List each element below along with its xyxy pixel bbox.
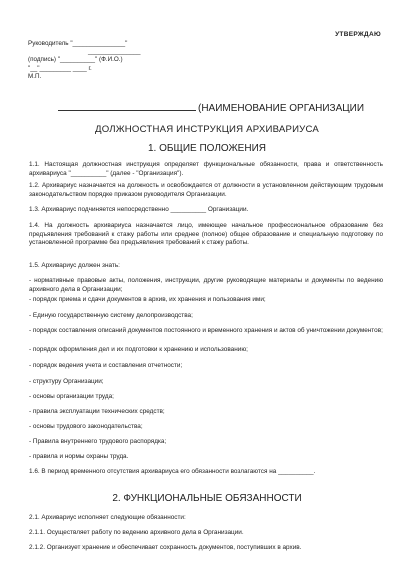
approve-stamp-label: УТВЕРЖДАЮ xyxy=(335,31,381,38)
signature-fio-line: (подпись) "__________" (Ф.И.О.) xyxy=(28,56,123,63)
knowledge-item: - Правила внутреннего трудового распорядка; xyxy=(29,438,167,445)
knowledge-item: - порядок составления описаний документов постоянного и временного хранения и актов об уничтожении документов; xyxy=(29,327,383,334)
paragraph-1-3: 1.3. Архивариус подчиняется непосредственно __________ Организации. xyxy=(29,206,249,213)
paragraph-1-2: 1.2. Архивариус назначается на должность и освобождается от должности в установленном действующим трудовым законодательством порядке приказом руководителя Организации. xyxy=(29,182,383,198)
paragraph-2-1-1: 2.1.1. Осуществляет работу по ведению архивного дела в Организации. xyxy=(29,529,244,536)
section-functions-title: 2. ФУНКЦИОНАЛЬНЫЕ ОБЯЗАННОСТИ xyxy=(112,493,302,504)
organization-name-line xyxy=(58,101,364,114)
head-signature-line: Руководитель "_______________" xyxy=(28,40,128,47)
organization-name-blank xyxy=(58,101,196,111)
paragraph-2-1-2: 2.1.2. Организует хранение и обеспечивает сохранность документов, поступивших в архив. xyxy=(29,544,302,551)
paragraph-1-4: 1.4. На должность архивариуса назначается лицо, имеющее начальное профессиональное образование без предъявления требований к стажу работы или среднее (полное) общее образование и специальную подготовку по установленной программе без предъявления требований к стажу работы. xyxy=(29,222,383,247)
paragraph-2-1: 2.1. Архивариус исполняет следующие обязанности: xyxy=(29,514,186,521)
paragraph-1-1: 1.1. Настоящая должностная инструкция определяет функциональные обязанности, права и ответственность архивариуса "__________" (далее - "Организация"). xyxy=(29,161,383,177)
knowledge-item: - правила эксплуатации технических средств; xyxy=(29,408,165,415)
knowledge-item: - порядок ведения учета и составления отчетности; xyxy=(29,362,183,369)
section-general-title: 1. ОБЩИЕ ПОЛОЖЕНИЯ xyxy=(148,143,266,154)
knowledge-item: - правила и нормы охраны труда. xyxy=(29,453,129,460)
paragraph-1-5: 1.5. Архивариус должен знать: xyxy=(29,262,120,269)
knowledge-item: - структуру Организации; xyxy=(29,378,104,385)
knowledge-item: - основы трудового законодательства; xyxy=(29,423,143,430)
paragraph-1-6: 1.6. В период временного отсутствия архивариуса его обязанности возлагаются на __________. xyxy=(29,468,316,475)
organization-name-label: (НАИМЕНОВАНИЕ ОРГАНИЗАЦИИ xyxy=(198,103,365,114)
date-line: "__"_________ ____ г. xyxy=(28,65,92,72)
knowledge-item: - основы организации труда; xyxy=(29,393,114,400)
head-blank-line: _______________ xyxy=(88,48,141,55)
stamp-place-label: М.П. xyxy=(28,73,42,80)
knowledge-item: - порядок приема и сдачи документов в архив, их хранения и пользования ими; xyxy=(29,296,266,303)
knowledge-item: - Единую государственную систему делопроизводства; xyxy=(29,312,193,319)
knowledge-item: - нормативные правовые акты, положения, инструкции, другие руководящие материалы и документы по ведению архивного дела в Организации; xyxy=(29,277,383,293)
knowledge-item: - порядок оформления дел и их подготовки к хранению и использованию; xyxy=(29,346,248,353)
document-title: ДОЛЖНОСТНАЯ ИНСТРУКЦИЯ АРХИВАРИУСА xyxy=(95,124,319,135)
